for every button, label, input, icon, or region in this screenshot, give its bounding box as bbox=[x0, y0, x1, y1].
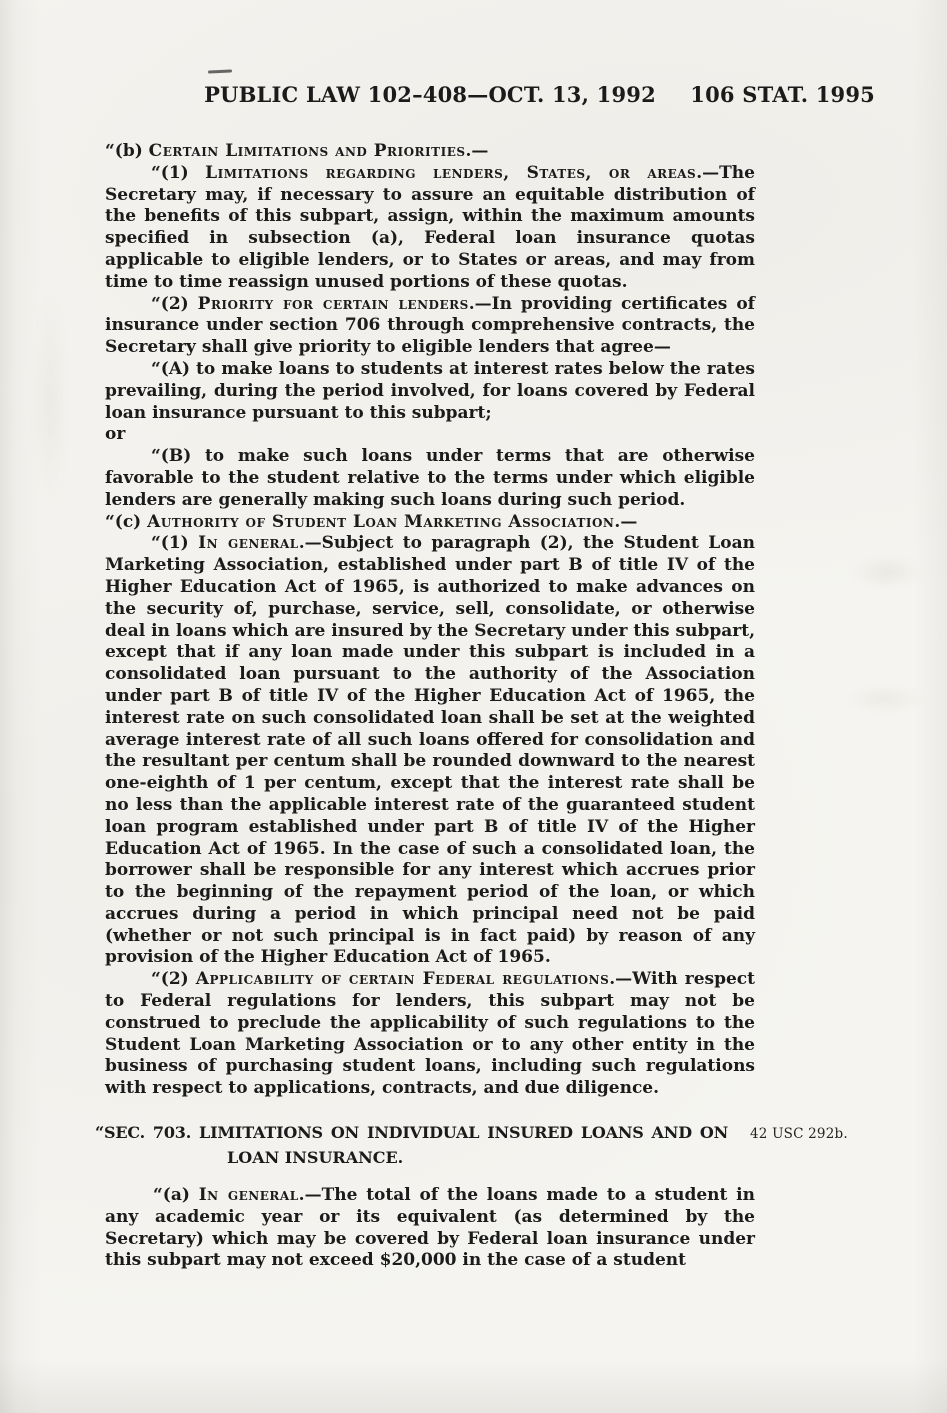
running-head-title: PUBLIC LAW 102–408—OCT. 13, 1992 bbox=[204, 82, 656, 107]
section-heading-line-1: “SEC. 703. LIMITATIONS ON INDIVIDUAL INSURED LOANS AND ON bbox=[95, 1123, 728, 1143]
quote-open-run: “(a) bbox=[153, 1185, 199, 1206]
body-run: .—In providing certificates of insurance under section 706 through comprehensive contracts, the Secretary shall give priority to eligible lenders that agree— bbox=[105, 293, 755, 358]
paragraph-b-1 bbox=[105, 163, 755, 294]
body-run: .—The Secretary may, if necessary to assure an equitable distribution of the benefits of this subpart, assign, within the maximum amounts specified in subsection (a), Federal loan insurance quotas applicable to eligible lenders, or to States or areas, and may from time to time reassign unused portions of these quotas. bbox=[105, 162, 755, 292]
bleed-through-artifact bbox=[845, 685, 925, 713]
paragraph-a bbox=[105, 1185, 755, 1272]
connector-run: or bbox=[105, 424, 126, 445]
subsection-b-heading bbox=[105, 141, 755, 163]
paragraph-b-2 bbox=[105, 294, 755, 359]
statute-text-column bbox=[95, 141, 848, 1272]
catchline-run: In general bbox=[198, 533, 299, 554]
catchline-run: In general bbox=[198, 1185, 299, 1206]
running-head-stat-page: 106 STAT. 1995 bbox=[690, 82, 875, 107]
quote-open-run: “(2) bbox=[151, 969, 196, 990]
quote-open-run: “(2) bbox=[151, 293, 198, 314]
paragraph-c-1 bbox=[105, 533, 755, 969]
dash-run: .— bbox=[614, 511, 638, 532]
catchline-run: Limitations regarding lenders, States, or areas bbox=[205, 162, 697, 183]
body-run: “(B) to make such loans under terms that are otherwise favorable to the student relative to the terms under which eligible lenders are generally making such loans during such period. bbox=[105, 446, 755, 510]
catchline-run: Certain Limitations and Priorities bbox=[148, 141, 466, 161]
body-run: “(A) to make loans to students at interest rates below the rates prevailing, during the period involved, for loans covered by Federal loan insurance pursuant to this subpart; bbox=[105, 358, 755, 423]
subparagraph-b-2-B bbox=[105, 446, 755, 511]
quote-open-run: “(1) bbox=[151, 533, 199, 554]
quote-open-run: “(1) bbox=[151, 162, 206, 183]
scan-artifact-dash bbox=[208, 69, 232, 73]
section-703-heading-block bbox=[95, 1120, 848, 1170]
quote-open-run: “(b) bbox=[105, 141, 149, 161]
body-run: .—Subject to paragraph (2), the Student Loan Marketing Association, established under part B of title IV of the Higher Education Act of 1965, is authorized to make advances on the security of, purchase, service, sell, consolidate, or otherwise deal in loans which are insured by the Secretary under this subpart, except that if any loan made under this subpart is included in a consolidated loan pursuant to the authority of the Association under part B of title IV of the Higher Education Act of 1965, the interest rate on such consolidated loan shall be set at the weighted average interest rate of all such loans offered for consolidation and the resultant per centum shall be rounded downward to the nearest one-eighth of 1 per centum, except that the interest rate shall be no less than the applicable interest rate of the guaranteed student loan program established under part B of title IV of the Higher Education Act of 1965. In the case of such a consolidated loan, the borrower shall be responsible for any interest which accrues prior to the beginning of the repayment period of the loan, or which accrues during a period in which principal need not be paid (whether or not such principal is in fact paid) by reason of any provision of the Higher Education Act of 1965. bbox=[105, 533, 755, 968]
catchline-run: Applicability of certain Federal regulations bbox=[195, 969, 610, 990]
catchline-run: Authority of Student Loan Marketing Association bbox=[147, 511, 615, 532]
quote-open-run: “(c) bbox=[105, 511, 148, 532]
bleed-through-artifact bbox=[30, 290, 70, 510]
dash-run: .— bbox=[465, 141, 489, 161]
section-heading-line-2: LOAN INSURANCE. bbox=[227, 1148, 404, 1168]
body-run: .—With respect to Federal regulations for lenders, this subpart may not be construed to preclude the applicability of such regulations to the Student Loan Marketing Association or to any other entity in the business of purchasing student loans, including such regulations with respect to applications, contracts, and due diligence. bbox=[105, 969, 755, 1099]
subparagraph-b-2-A bbox=[105, 359, 755, 446]
us-code-margin-note: 42 USC 292b. bbox=[750, 1126, 848, 1143]
bleed-through-artifact bbox=[852, 555, 922, 589]
catchline-run: Priority for certain lenders bbox=[197, 293, 469, 314]
paragraph-c-2 bbox=[105, 969, 755, 1100]
subsection-c-heading bbox=[105, 512, 755, 534]
body-run: .—The total of the loans made to a student in any academic year or its equivalent (as determined by the Secretary) which may be covered by Federal loan insurance under this subpart may not exceed $20,000 in the case of a student bbox=[105, 1185, 755, 1271]
